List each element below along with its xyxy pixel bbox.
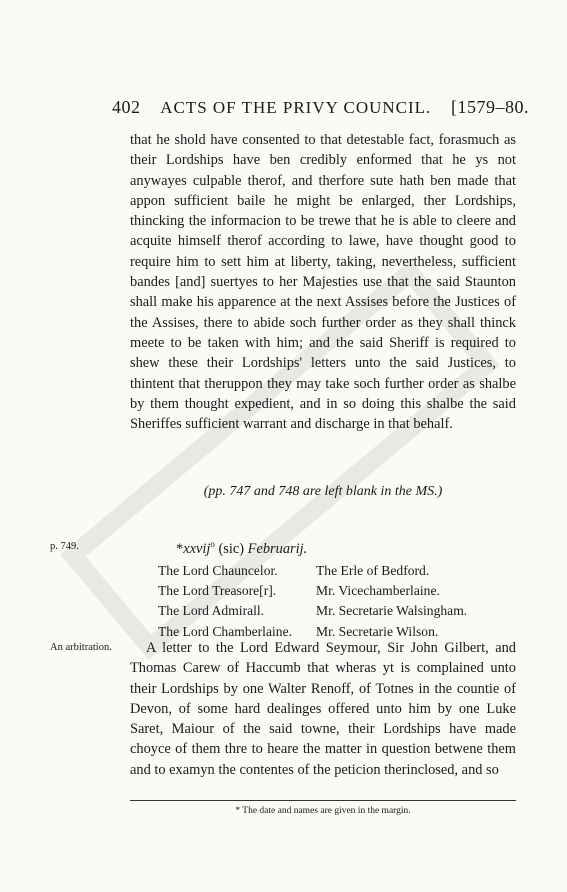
date-day: xxvij [183,540,211,557]
entry-paragraph-text: A letter to the Lord Edward Seymour, Sir John Gilbert, and Thomas Carew of Haccumb that wheras yt is complained unto their Lordships by one Walter Renoff, of Totnes in the countie of Devon, of some hard dealinges offered unto him by one Luke Saret, Maiour of the said towne, their Lordships have made choyce of them thre to heare the matter in question betwene them and to examyn the contentes of the peticion therinclosed, and so [130,640,516,778]
member-name: The Erle of Bedford. [316,563,430,578]
year-range: [1579–80. [450,97,529,117]
member-name: The Lord Admirall. [158,603,265,619]
margin-page-reference: p. 749. [50,541,79,552]
footnote-divider [130,800,516,801]
entry-paragraph [130,638,516,780]
footnote: * The date and names are given in the margin. [235,806,411,816]
date-month: Februarij. [247,540,308,557]
council-members-list [158,561,518,641]
date-asterisk: * [176,540,184,557]
member-name: Mr. Vicechamberlaine. [316,583,440,599]
body-paragraph-text: that he shold have consented to that detestable fact, forasmuch as their Lordships have ben credibly enformed that he ys not anywayes culpable therof, and therfore sute hath ben made that appon sufficient baile he might be enlarged, ther Lordships, thincking the informacion to be trewe that he is able to cleere and acquite himself therof according to lawe, have thought good to require him to sett him at liberty, taking, nevertheless, sufficient bandes [and] suertyes to her Majesties use that the said Staunton shall make his apparence at the next Assises before the Justices of the Assises, there to abide soch further order as they shall thinck meete to be taken with him; and the said Sheriff is required to shew these their Lordships' letters unto the said Justices, to thintent that theruppon they may take soch further order as shalbe by them thought expedient, and in so doing this shalbe the said Sheriffes sufficient warrant and discharge in that behalf. [130,132,516,433]
margin-subject-note: An arbitration. [50,642,112,653]
member-name: Mr. Secretarie Wilson. [316,623,439,639]
page-number: 402 [112,97,141,117]
date-sic: (sic) [218,540,245,557]
blank-pages-note: (pp. 747 and 748 are left blank in the MS.) [203,484,443,499]
member-name: The Lord Chauncelor. [158,563,278,578]
member-name: The Lord Chamberlaine. [158,623,292,639]
member-name: Mr. Secretarie Walsingham. [316,603,468,619]
member-name: The Lord Treasore[r]. [158,583,277,599]
date-day-suffix: o [210,539,215,549]
entry-date [176,539,307,558]
running-header [112,97,529,118]
running-title: ACTS OF THE PRIVY COUNCIL. [160,98,432,117]
body-paragraph [130,130,516,434]
